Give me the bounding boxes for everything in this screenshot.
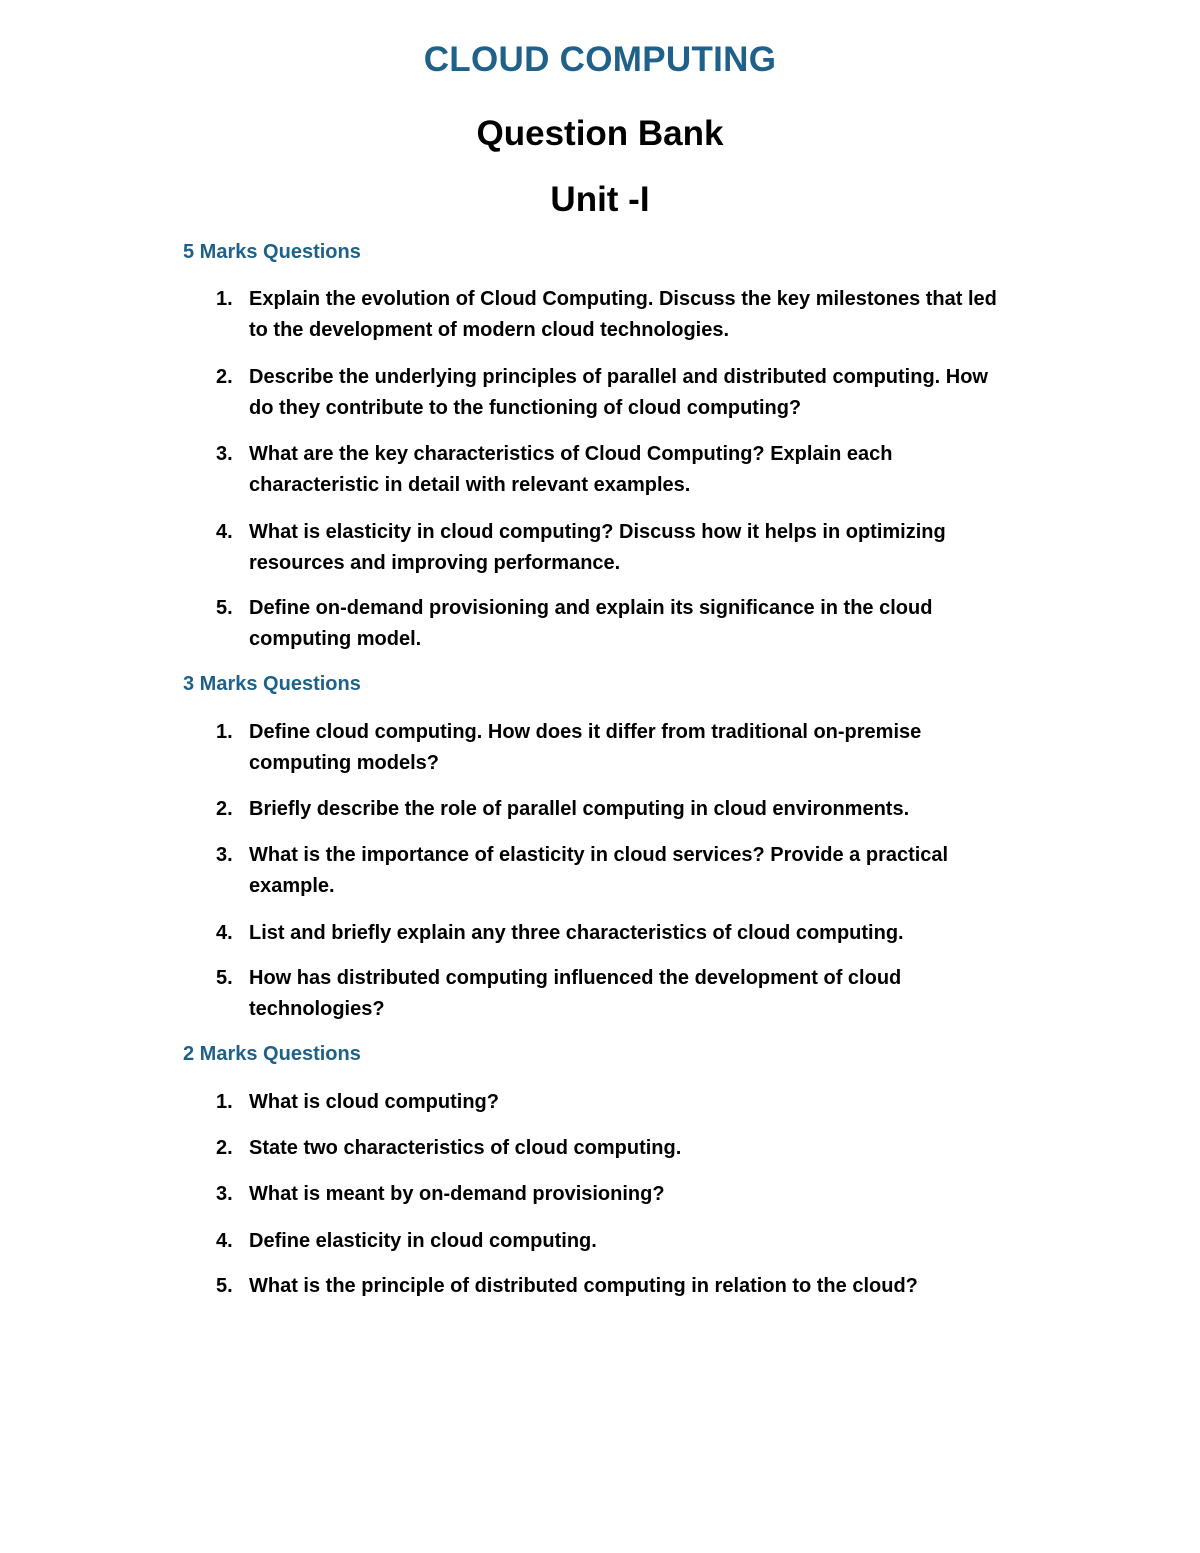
question-text: What is the principle of distributed computing in relation to the cloud? — [249, 1275, 918, 1297]
question-text: Define on-demand provisioning and explain its significance in the cloud computing model. — [249, 597, 933, 650]
question-number: 5. — [216, 1275, 233, 1297]
question-number: 1. — [216, 288, 233, 310]
section-heading-3-marks: 3 Marks Questions — [183, 673, 361, 695]
question-number: 2. — [216, 1137, 233, 1159]
question-number: 1. — [216, 1091, 233, 1113]
question-text: Explain the evolution of Cloud Computing. Discuss the key milestones that led to the development of modern cloud technologies. — [249, 288, 997, 341]
question-number: 5. — [216, 967, 233, 989]
question-text: What are the key characteristics of Cloud Computing? Explain each characteristic in detail with relevant examples. — [249, 443, 893, 496]
unit-heading: Unit -I — [550, 180, 650, 219]
question-text: What is the importance of elasticity in cloud services? Provide a practical example. — [249, 844, 949, 897]
section-heading-2-marks: 2 Marks Questions — [183, 1043, 361, 1065]
question-text: Briefly describe the role of parallel computing in cloud environments. — [249, 798, 910, 820]
question-text: List and briefly explain any three characteristics of cloud computing. — [249, 922, 904, 944]
document-title: CLOUD COMPUTING — [423, 40, 777, 79]
document-subtitle: Question Bank — [476, 114, 724, 153]
question-number: 4. — [216, 521, 233, 543]
question-text: Describe the underlying principles of parallel and distributed computing. How do they contribute to the functioning of cloud computing? — [249, 366, 988, 419]
section-heading-5-marks: 5 Marks Questions — [183, 241, 361, 263]
question-number: 2. — [216, 366, 233, 388]
question-text: What is cloud computing? — [249, 1091, 499, 1113]
question-text: What is meant by on-demand provisioning? — [249, 1183, 665, 1205]
question-number: 2. — [216, 798, 233, 820]
question-text: How has distributed computing influenced the development of cloud technologies? — [249, 967, 902, 1020]
question-number: 5. — [216, 597, 233, 619]
question-number: 4. — [216, 1230, 233, 1252]
question-number: 3. — [216, 844, 233, 866]
question-number: 3. — [216, 443, 233, 465]
question-text: Define cloud computing. How does it differ from traditional on-premise computing models? — [249, 721, 922, 774]
question-text: Define elasticity in cloud computing. — [249, 1230, 597, 1252]
question-number: 4. — [216, 922, 233, 944]
question-number: 3. — [216, 1183, 233, 1205]
question-text: What is elasticity in cloud computing? Discuss how it helps in optimizing resources and improving performance. — [249, 521, 946, 574]
question-number: 1. — [216, 721, 233, 743]
question-text: State two characteristics of cloud computing. — [249, 1137, 682, 1159]
